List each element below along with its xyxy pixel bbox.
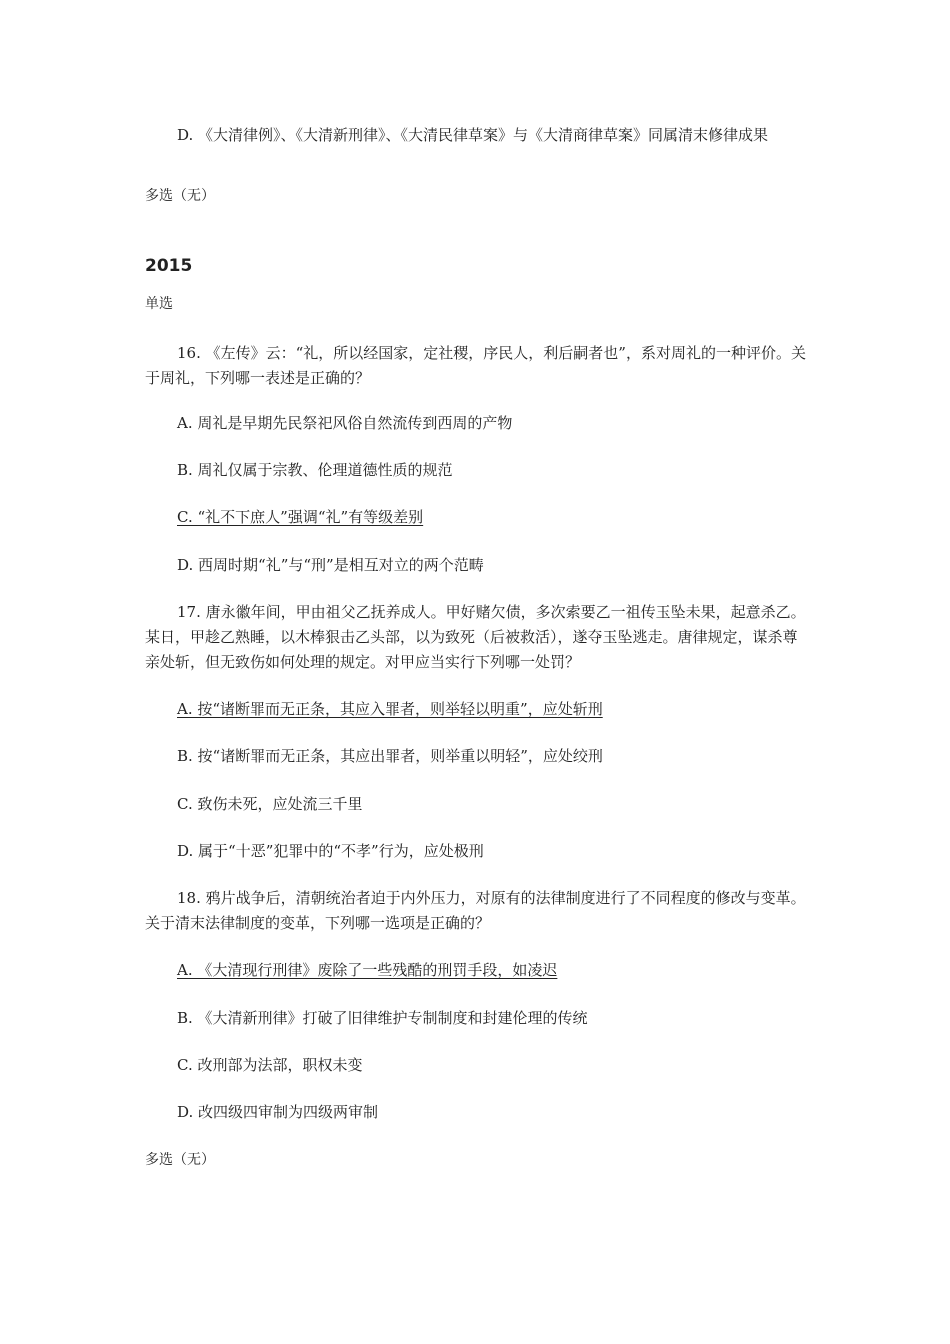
q16-option-c xyxy=(177,505,810,530)
q17-option-a xyxy=(177,697,810,722)
prev-option-d: D. 《大清律例》、《大清新刑律》、《大清民律草案》与《大清商律草案》同属清末修律成果 xyxy=(177,126,769,144)
q18-answer-a: A. 《大清现行刑律》废除了一些残酷的刑罚手段，如凌迟 xyxy=(177,961,558,979)
q18-option-b: B. 《大清新刑律》打破了旧律维护专制制度和封建伦理的传统 xyxy=(177,1009,588,1027)
q16-option-b: B. 周礼仅属于宗教、伦理道德性质的规范 xyxy=(177,461,453,479)
single-choice-label: 单选 xyxy=(145,296,173,312)
question-18: 18. 鸦片战争后，清朝统治者迫于内外压力，对原有的法律制度进行了不同程度的修改与变革。关于清末法律制度的变革，下列哪一选项是正确的？ xyxy=(145,889,806,932)
prev-multi-choice-label: 多选（无） xyxy=(145,188,215,204)
q17-answer-a: A. 按“诸断罪而无正条，其应入罪者，则举轻以明重”，应处斩刑 xyxy=(177,700,603,718)
question-16: 16. 《左传》云：“礼，所以经国家，定社稷，序民人，利后嗣者也”，系对周礼的一种评价。关于周礼，下列哪一表述是正确的？ xyxy=(145,344,806,387)
multi-choice-label: 多选（无） xyxy=(145,1152,215,1168)
q17-option-b: B. 按“诸断罪而无正条，其应出罪者，则举重以明轻”，应处绞刑 xyxy=(177,747,603,765)
q18-option-c: C. 改刑部为法部，职权未变 xyxy=(177,1056,363,1074)
question-17: 17. 唐永徽年间，甲由祖父乙抚养成人。甲好赌欠债，多次索要乙一祖传玉坠未果，起意杀乙。某日，甲趁乙熟睡，以木棒狠击乙头部，以为致死（后被救活），遂夺玉坠逃走。唐律规定，谋杀尊亲处斩，但无致伤如何处理的规定。对甲应当实行下列哪一处罚？ xyxy=(145,603,806,671)
q18-option-d: D. 改四级四审制为四级两审制 xyxy=(177,1103,379,1121)
q16-option-d: D. 西周时期“礼”与“刑”是相互对立的两个范畴 xyxy=(177,556,484,574)
year-heading: 2015 xyxy=(145,256,193,276)
q16-option-a: A. 周礼是早期先民祭祀风俗自然流传到西周的产物 xyxy=(177,414,513,432)
q16-answer-c: C. “礼不下庶人”强调“礼”有等级差别 xyxy=(177,508,424,526)
q17-option-d: D. 属于“十恶”犯罪中的“不孝”行为，应处极刑 xyxy=(177,842,484,860)
q18-option-a xyxy=(177,958,810,983)
q17-option-c: C. 致伤未死，应处流三千里 xyxy=(177,795,363,813)
